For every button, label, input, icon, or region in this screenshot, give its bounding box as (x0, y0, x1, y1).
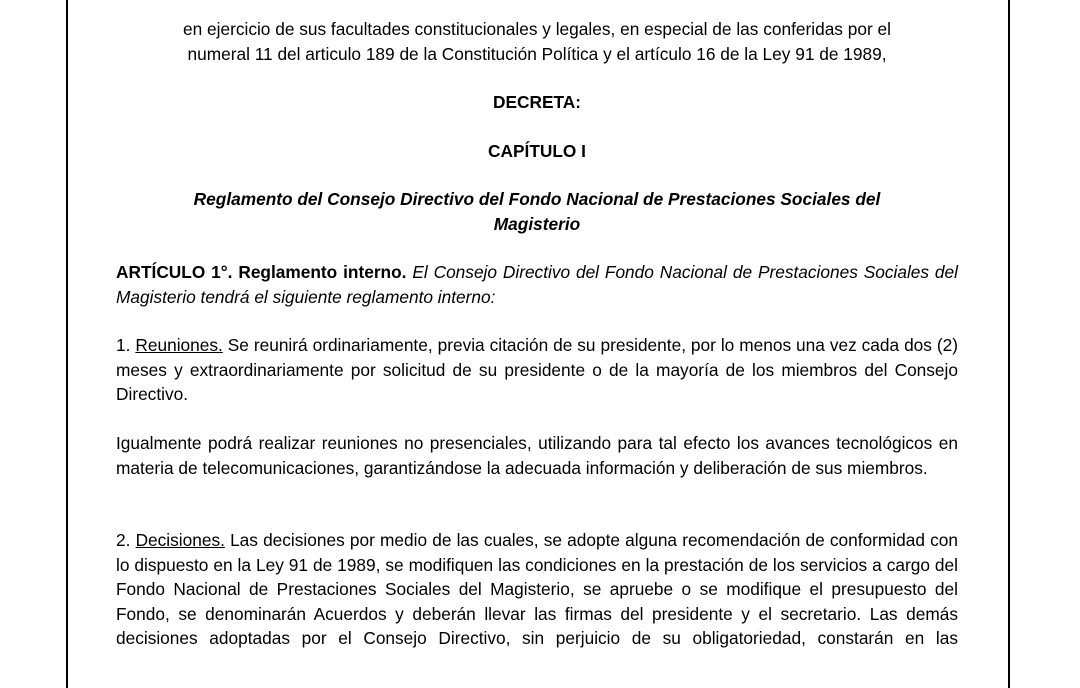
item-2-decisiones (116, 528, 958, 651)
item-2-text: Las decisiones por medio de las cuales, se adopte alguna recomendación de conformidad con lo dispuesto en la Ley 91 de 1989, se modifiquen las condiciones en la prestación de los servicios a cargo del Fondo Nacional de Prestaciones Sociales del Magisterio, se apruebe o se modifique el presupuesto del Fondo, se denominarán Acuerdos y deberán llevar las firmas del presidente y el secretario. Las demás decisiones adoptadas por el Consejo Directivo, sin perjuicio de su obligatoriedad, constarán en las (116, 530, 958, 648)
chapter-title-line-2: Magisterio (493, 213, 581, 234)
item-1-number: 1. (116, 335, 131, 355)
chapter-title-line-1: Reglamento del Consejo Directivo del Fondo Nacional de Prestaciones Sociales del (193, 189, 881, 209)
chapter-heading: CAPÍTULO I (488, 141, 586, 161)
article-1-heading: ARTÍCULO 1°. Reglamento interno. (116, 262, 407, 282)
paragraph-non-presential: Igualmente podrá realizar reuniones no presenciales, utilizando para tal efecto los avances tecnológicos en materia de telecomunicaciones, garantizándose la adecuada información y deliberación de sus miembros. (116, 433, 958, 478)
article-1-text: El Consejo Directivo del Fondo Nacional de Prestaciones Sociales del Magisterio tendrá el siguiente reglamento interno: (116, 262, 958, 307)
article-1 (116, 260, 958, 309)
decreta-heading: DECRETA: (492, 92, 581, 112)
item-2-number: 2. (116, 530, 131, 550)
item-1-text: Se reunirá ordinariamente, previa citación de su presidente, por lo menos una vez cada dos (2) meses y extraordinariamente por solicitud de su presidente o de la mayoría de los miembros del Consejo Directivo. (116, 335, 958, 404)
item-1-title: Reuniones. (135, 335, 223, 355)
preamble-line-1: en ejercicio de sus facultades constitucionales y legales, en especial de las conferidas por el (183, 19, 891, 39)
item-2-title: Decisiones. (135, 530, 225, 550)
preamble-line-2: numeral 11 del articulo 189 de la Constitución Política y el artículo 16 de la Ley 91 de 1989, (187, 43, 887, 64)
item-1-reuniones (116, 333, 958, 407)
